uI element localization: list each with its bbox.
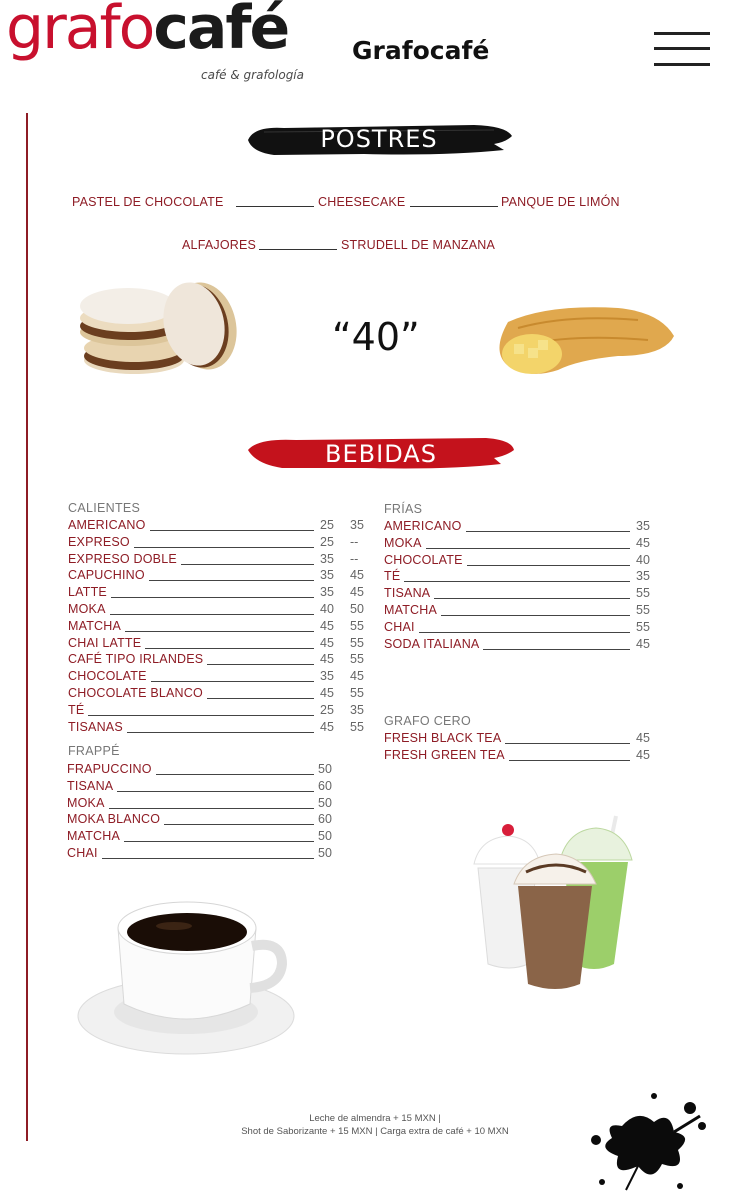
menu-item-price: 40: [320, 602, 334, 616]
menu-item-price: 45: [636, 747, 650, 762]
bebidas-banner: [246, 432, 516, 472]
left-divider-rule: [26, 113, 28, 1141]
menu-item-price-large: 50: [350, 602, 364, 616]
menu-item-price-large: 55: [350, 686, 364, 700]
menu-item-price: 40: [636, 552, 650, 567]
postres-banner: [244, 120, 514, 160]
menu-item-name: AMERICANO: [384, 519, 462, 533]
ink-splatter-decoration: [582, 1086, 712, 1196]
dotted-leader: [124, 841, 314, 842]
postres-title: POSTRES: [320, 125, 438, 153]
frappe-drinks-image: [468, 814, 640, 994]
menu-item-name: CHOCOLATE: [384, 552, 463, 567]
menu-item-row: [67, 762, 338, 778]
menu-item-name: MATCHA: [68, 618, 122, 633]
menu-item-name: TISANAS: [68, 719, 123, 734]
dotted-leader: [102, 858, 314, 859]
menu-item-row: [68, 636, 370, 652]
menu-item-row: [384, 748, 656, 764]
menu-item-row: [67, 846, 338, 862]
menu-item-price-large: 55: [350, 618, 364, 633]
menu-item-name: MOKA BLANCO: [67, 812, 161, 827]
menu-item-price: 45: [320, 652, 334, 667]
menu-item-row: [384, 637, 656, 653]
menu-item-price: 50: [318, 829, 332, 844]
menu-item-name: TÉ: [384, 569, 401, 584]
menu-item-name: MATCHA: [384, 603, 438, 617]
menu-item-price: 50: [318, 762, 332, 776]
menu-item-row: [384, 620, 656, 636]
menu-item-price: 55: [636, 619, 650, 634]
menu-item-price: 45: [320, 719, 334, 734]
dotted-leader: [236, 206, 314, 207]
menu-item-price: 45: [320, 635, 334, 650]
dotted-leader: [419, 632, 630, 633]
dotted-leader: [164, 824, 314, 825]
menu-item-name: FRAPUCCINO: [67, 762, 152, 776]
menu-item-price: 25: [320, 534, 334, 549]
dotted-leader: [117, 791, 314, 792]
menu-item-price: 25: [320, 702, 334, 717]
dotted-leader: [434, 598, 630, 599]
postre-item: CHEESECAKE: [318, 195, 406, 209]
menu-item-price: 25: [320, 518, 334, 532]
menu-item-price: 45: [320, 618, 334, 633]
menu-item-row: [67, 796, 338, 812]
menu-item-row: [384, 603, 656, 619]
dotted-leader: [426, 548, 630, 549]
bebidas-title: BEBIDAS: [325, 440, 437, 468]
dotted-leader: [145, 648, 314, 649]
dotted-leader: [88, 715, 314, 716]
dotted-leader: [127, 732, 314, 733]
menu-item-price: 45: [636, 731, 650, 745]
menu-item-name: SODA ITALIANA: [384, 636, 480, 651]
dotted-leader: [259, 249, 337, 250]
postre-item: PASTEL DE CHOCOLATE: [72, 195, 224, 209]
menu-item-name: TISANA: [384, 586, 431, 601]
logo-cafe-text: café: [153, 0, 289, 63]
menu-item-price-large: 45: [350, 585, 364, 600]
postre-item: STRUDELL DE MANZANA: [341, 238, 496, 252]
menu-item-row: [68, 585, 370, 601]
logo-grafo-text: grafo: [6, 0, 154, 63]
menu-item-row: [67, 812, 338, 828]
extras-footnote-line1: Leche de almendra + 15 MXN |: [309, 1113, 441, 1124]
menu-item-price-large: 45: [350, 568, 364, 583]
menu-item-price-large: 55: [350, 635, 364, 650]
menu-item-price-large: --: [350, 534, 359, 549]
menu-item-row: [384, 519, 656, 535]
menu-item-row: [384, 569, 656, 585]
menu-item-price-large: 35: [350, 702, 364, 717]
menu-item-row: [68, 518, 370, 534]
menu-item-name: CAFÉ TIPO IRLANDES: [68, 652, 204, 667]
dotted-leader: [151, 681, 314, 682]
dotted-leader: [207, 698, 314, 699]
postre-item: ALFAJORES: [182, 238, 257, 252]
menu-item-price: 35: [636, 569, 650, 584]
dotted-leader: [483, 649, 630, 650]
site-title: Grafocafé: [352, 36, 490, 65]
menu-item-price-large: 55: [350, 719, 364, 734]
logo-wordmark: [6, 0, 289, 63]
menu-item-price-large: 35: [350, 518, 364, 532]
dotted-leader: [410, 206, 498, 207]
menu-item-name: MOKA: [67, 795, 105, 810]
menu-item-price: 50: [318, 846, 332, 860]
menu-item-name: TISANA: [67, 778, 114, 793]
menu-item-row: [384, 586, 656, 602]
dotted-leader: [467, 565, 630, 566]
menu-item-row: [68, 652, 370, 668]
menu-item-name: CHOCOLATE: [68, 669, 147, 684]
menu-item-row: [384, 536, 656, 552]
dotted-leader: [156, 774, 314, 775]
coffee-cup-image: [74, 888, 304, 1056]
menu-item-row: [67, 829, 338, 845]
dotted-leader: [109, 808, 314, 809]
menu-item-row: [68, 568, 370, 584]
menu-item-row: [67, 779, 338, 795]
grafocafe-logo[interactable]: [6, 0, 346, 104]
menu-item-row: [68, 720, 370, 736]
menu-item-name: FRESH GREEN TEA: [384, 747, 505, 762]
menu-item-row: [68, 669, 370, 685]
menu-item-price: 35: [320, 568, 334, 583]
menu-item-row: [68, 602, 370, 618]
menu-item-row: [68, 619, 370, 635]
menu-item-row: [384, 731, 656, 747]
category-label: CALIENTES: [68, 501, 141, 515]
menu-item-price: 35: [320, 585, 334, 600]
dotted-leader: [110, 614, 314, 615]
postres-price: “40”: [332, 315, 420, 359]
menu-item-price: 55: [636, 603, 650, 617]
menu-item-price: 35: [320, 551, 334, 566]
menu-item-price-large: 45: [350, 669, 364, 684]
menu-item-name: AMERICANO: [68, 518, 146, 532]
menu-item-name: CHAI LATTE: [68, 635, 142, 650]
menu-item-name: CHOCOLATE BLANCO: [68, 686, 203, 700]
menu-item-name: EXPRESO: [68, 534, 130, 549]
postre-item: PANQUE DE LIMÓN: [501, 195, 620, 209]
dotted-leader: [111, 597, 314, 598]
hamburger-menu-icon[interactable]: [654, 30, 710, 70]
dotted-leader: [441, 615, 630, 616]
menu-item-price: 35: [636, 519, 650, 533]
menu-item-row: [68, 703, 370, 719]
menu-item-row: [68, 535, 370, 551]
extras-footnote-line2: Shot de Saborizante + 15 MXN | Carga extra de café + 10 MXN: [241, 1126, 509, 1137]
menu-item-price: 60: [318, 778, 332, 793]
menu-item-price: 50: [318, 795, 332, 810]
dotted-leader: [149, 580, 314, 581]
menu-item-name: MOKA: [384, 535, 422, 550]
category-label: FRÍAS: [384, 502, 423, 516]
menu-item-price: 35: [320, 669, 334, 684]
menu-item-name: EXPRESO DOBLE: [68, 551, 177, 566]
menu-item-name: MOKA: [68, 602, 106, 616]
category-label: FRAPPÉ: [68, 744, 120, 758]
menu-item-row: [68, 552, 370, 568]
dotted-leader: [505, 743, 630, 744]
dotted-leader: [150, 530, 314, 531]
menu-item-name: CAPUCHINO: [68, 568, 145, 583]
menu-item-price-large: --: [350, 551, 359, 566]
category-label: GRAFO CERO: [384, 714, 472, 728]
alfajores-image: [74, 276, 244, 380]
dotted-leader: [466, 531, 630, 532]
menu-item-row: [384, 553, 656, 569]
menu-item-name: FRESH BLACK TEA: [384, 731, 502, 745]
dotted-leader: [404, 581, 630, 582]
menu-item-name: CHAI: [67, 846, 98, 860]
menu-item-price: 60: [318, 812, 332, 827]
logo-tagline: café & grafología: [201, 68, 304, 82]
menu-item-name: CHAI: [384, 619, 415, 634]
menu-item-price: 45: [636, 636, 650, 651]
dotted-leader: [134, 547, 314, 548]
dotted-leader: [509, 760, 630, 761]
menu-item-row: [68, 686, 370, 702]
strudel-image: [488, 300, 678, 380]
menu-item-name: MATCHA: [67, 829, 121, 844]
menu-item-price: 55: [636, 586, 650, 601]
menu-item-price: 45: [636, 535, 650, 550]
menu-item-name: LATTE: [68, 585, 107, 600]
menu-item-price: 45: [320, 686, 334, 700]
menu-item-name: TÉ: [68, 702, 85, 717]
menu-item-price-large: 55: [350, 652, 364, 667]
dotted-leader: [125, 631, 314, 632]
dotted-leader: [181, 564, 314, 565]
dotted-leader: [207, 664, 314, 665]
